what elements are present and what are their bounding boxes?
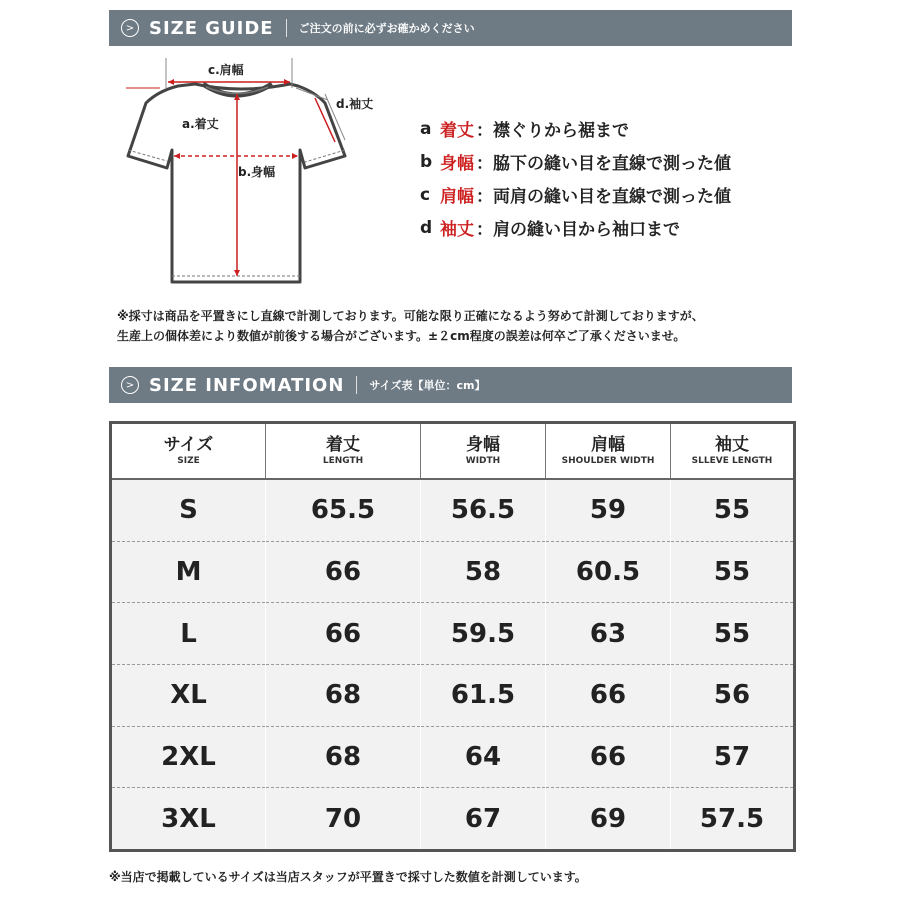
- cell-sleeve: 55: [671, 541, 795, 603]
- cell-size: 2XL: [111, 726, 266, 788]
- size-guide-header: [109, 10, 792, 46]
- table-header-row: [111, 423, 795, 480]
- cell-width: 58: [421, 541, 546, 603]
- table-row: [111, 726, 795, 788]
- cell-width: 67: [421, 788, 546, 851]
- measurement-definitions: [420, 112, 731, 244]
- table-row: [111, 603, 795, 665]
- cell-length: 66: [266, 541, 421, 603]
- cell-sleeve: 56: [671, 664, 795, 726]
- cell-sleeve: 57: [671, 726, 795, 788]
- definition-c: c 肩幅 ：両肩の縫い目を直線で測った値: [420, 184, 731, 207]
- header-shoulder-width: 肩幅 SHOULDER WIDTH: [546, 423, 671, 480]
- diagram-label-c: c.肩幅: [208, 63, 244, 77]
- cell-size: S: [111, 479, 266, 541]
- table-row: [111, 788, 795, 851]
- cell-size: 3XL: [111, 788, 266, 851]
- divider: [286, 19, 287, 37]
- divider: [356, 376, 357, 394]
- cell-size: M: [111, 541, 266, 603]
- cell-length: 68: [266, 726, 421, 788]
- cell-length: 65.5: [266, 479, 421, 541]
- chevron-right-icon: >: [121, 19, 139, 37]
- definition-b: b 身幅 ：脇下の縫い目を直線で測った値: [420, 151, 731, 174]
- table-row: [111, 664, 795, 726]
- measurement-note: [117, 306, 797, 346]
- section-subtitle: ご注文の前に必ずお確かめください: [298, 22, 475, 35]
- header-width: 身幅 WIDTH: [421, 423, 546, 480]
- cell-size: XL: [111, 664, 266, 726]
- cell-shoulder: 63: [546, 603, 671, 665]
- cell-width: 56.5: [421, 479, 546, 541]
- header-size: サイズ SIZE: [111, 423, 266, 480]
- footnote: ※当店で掲載しているサイズは当店スタッフが平置きで採寸した数値を計測しています。: [109, 870, 587, 884]
- size-info-header: [109, 367, 792, 403]
- diagram-label-d: d.袖丈: [336, 97, 374, 111]
- cell-sleeve: 55: [671, 479, 795, 541]
- section-subtitle: サイズ表【単位：cm】: [369, 379, 486, 392]
- cell-width: 59.5: [421, 603, 546, 665]
- tshirt-diagram: [120, 58, 400, 298]
- header-sleeve-length: 袖丈 SLLEVE LENGTH: [671, 423, 795, 480]
- table-row: [111, 479, 795, 541]
- cell-sleeve: 55: [671, 603, 795, 665]
- section-title: SIZE INFOMATION: [149, 374, 345, 396]
- cell-length: 68: [266, 664, 421, 726]
- cell-width: 64: [421, 726, 546, 788]
- cell-size: L: [111, 603, 266, 665]
- chevron-right-icon: >: [121, 376, 139, 394]
- cell-shoulder: 60.5: [546, 541, 671, 603]
- definition-d: d 袖丈 ：肩の縫い目から袖口まで: [420, 217, 680, 240]
- diagram-label-b: b.身幅: [238, 165, 276, 179]
- cell-sleeve: 57.5: [671, 788, 795, 851]
- cell-width: 61.5: [421, 664, 546, 726]
- header-length: 着丈 LENGTH: [266, 423, 421, 480]
- section-title: SIZE GUIDE: [149, 17, 274, 39]
- cell-shoulder: 69: [546, 788, 671, 851]
- note-line-1: ※採寸は商品を平置きにし直線で計測しております。可能な限り正確になるよう努めて計測しておりますが、: [117, 309, 704, 323]
- cell-shoulder: 66: [546, 664, 671, 726]
- size-table: [109, 421, 796, 852]
- diagram-label-a: a.着丈: [182, 117, 219, 131]
- definition-a: a 着丈 ：襟ぐりから裾まで: [420, 118, 629, 141]
- cell-length: 66: [266, 603, 421, 665]
- cell-length: 70: [266, 788, 421, 851]
- cell-shoulder: 66: [546, 726, 671, 788]
- cell-shoulder: 59: [546, 479, 671, 541]
- table-row: [111, 541, 795, 603]
- note-line-2: 生産上の個体差により数値が前後する場合がございます。±２cm程度の誤差は何卒ご了承くださいませ。: [117, 329, 686, 343]
